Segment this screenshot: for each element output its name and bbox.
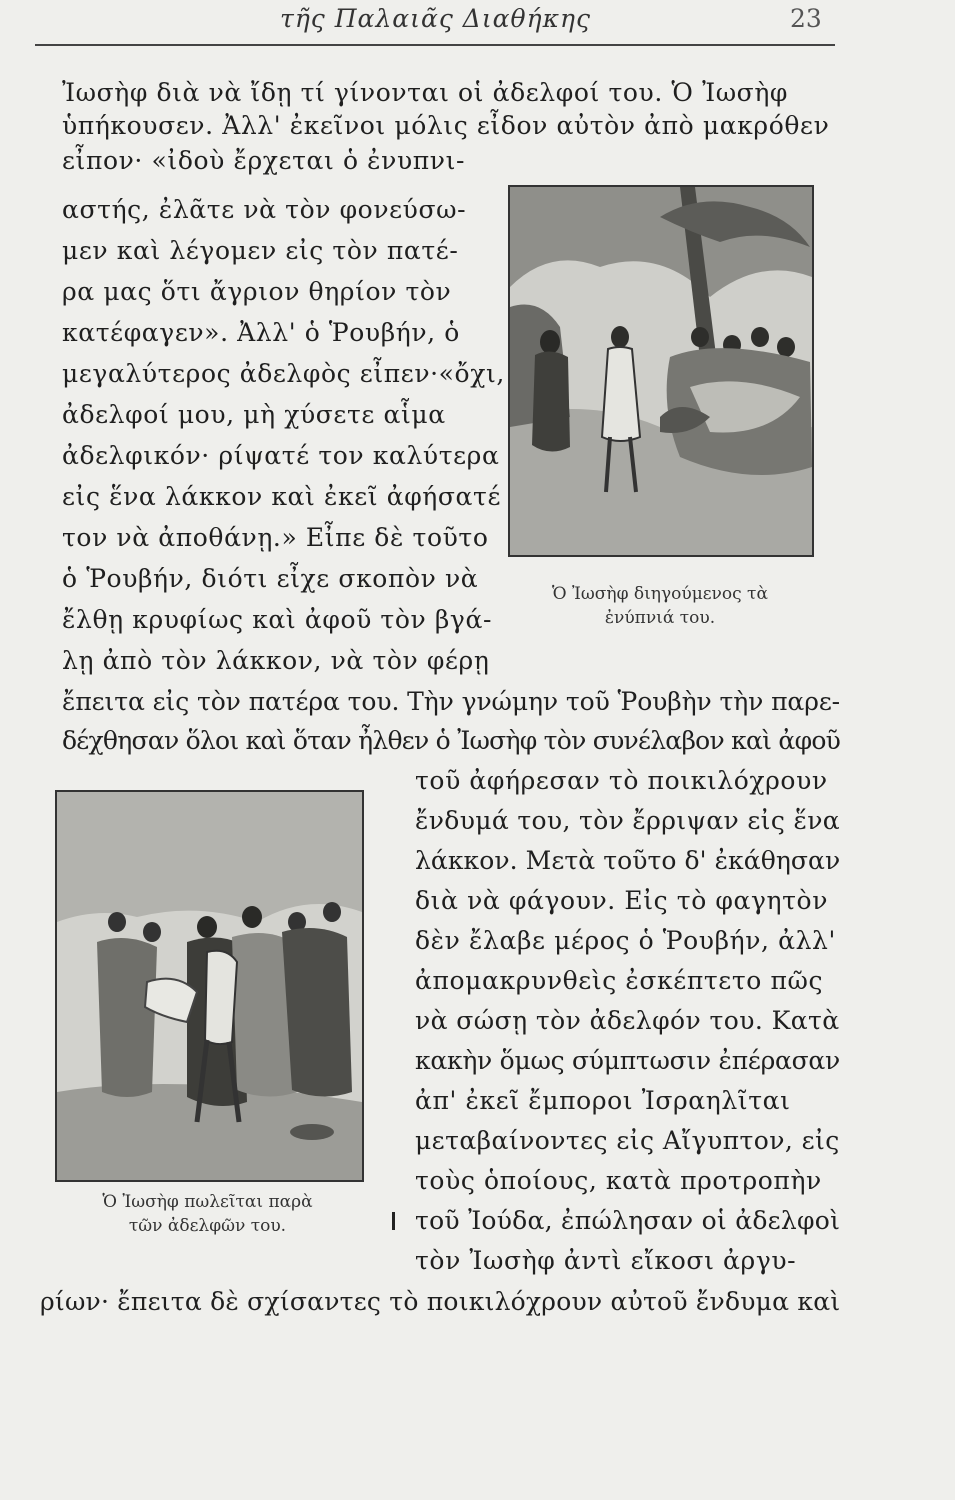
text-line: αστής, ἐλᾶτε νὰ τὸν φονεύσω- — [62, 195, 467, 224]
text-line: μεν καὶ λέγομεν εἰς τὸν πατέ- — [62, 236, 459, 265]
figure-caption — [510, 582, 810, 630]
text-line: τοῦ ἀφήρεσαν τὸ ποικιλόχρουν — [415, 766, 828, 795]
caption-line: τῶν ἀδελφῶν του. — [128, 1216, 287, 1236]
header-rule — [35, 44, 835, 46]
text-line: ἔλθῃ κρυφίως καὶ ἀφοῦ τὸν βγά- — [62, 605, 492, 634]
figure-caption — [55, 1190, 360, 1238]
text-line: δὲν ἔλαβε μέρος ὁ Ῥουβήν, ἀλλ' — [415, 926, 836, 955]
caption-line: Ὁ Ἰωσὴφ διηγούμενος τὰ — [552, 584, 768, 604]
text-line: ἀδελφικόν· ρίψατέ τον καλύτερα — [62, 441, 500, 470]
engraving-image — [510, 187, 812, 555]
text-line: ὁ Ῥουβήν, διότι εἶχε σκοπὸν νὰ — [62, 564, 479, 593]
text-line: ἔπειτα εἰς τὸν πατέρα του. Τὴν γνώμην τοῦ Ῥουβὴν τὴν παρε- — [62, 687, 841, 716]
text-line: τοῦ Ἰούδα, ἐπώλησαν οἱ ἀδελφοὶ — [415, 1206, 841, 1235]
stray-ink-mark — [392, 1212, 395, 1230]
text-line: ρα μας ὅτι ἄγριον θηρίον τὸν — [62, 277, 452, 306]
text-line: μεταβαίνοντες εἰς Αἴγυπτον, εἰς — [415, 1126, 840, 1155]
illustration-joseph-dreams — [508, 185, 814, 557]
text-line: λῃ ἀπὸ τὸν λάκκον, νὰ τὸν φέρῃ — [62, 646, 490, 675]
text-line: ρίων· ἔπειτα δὲ σχίσαντες τὸ ποικιλόχρουν αὐτοῦ ἔνδυμα καὶ — [40, 1287, 841, 1316]
running-title: τῆς Παλαιᾶς Διαθήκης — [280, 4, 591, 33]
page-number: 23 — [790, 4, 822, 33]
text-line: μεγαλύτερος ἀδελφὸς εἶπεν·«ὄχι, — [62, 359, 505, 388]
text-line: νὰ σώσῃ τὸν ἀδελφόν του. Κατὰ — [415, 1006, 840, 1035]
text-line: κακὴν ὅμως σύμπτωσιν ἐπέρασαν — [415, 1046, 840, 1075]
text-line: κατέφαγεν». Ἀλλ' ὁ Ῥουβήν, ὁ — [62, 318, 460, 347]
caption-line: Ὁ Ἰωσὴφ πωλεῖται παρὰ — [102, 1192, 313, 1212]
text-line: τον νὰ ἀποθάνῃ.» Εἶπε δὲ τοῦτο — [62, 523, 489, 552]
text-line: ἀπ' ἐκεῖ ἔμποροι Ἰσραηλῖται — [415, 1086, 791, 1115]
text-line: διὰ νὰ φάγουν. Εἰς τὸ φαγητὸν — [415, 886, 828, 915]
text-line: ἔνδυμά του, τὸν ἔρριψαν εἰς ἕνα — [415, 806, 840, 835]
text-line: τὸν Ἰωσὴφ ἀντὶ εἴκοσι ἀργυ- — [415, 1246, 797, 1275]
text-line: ἀπομακρυνθεὶς ἐσκέπτετο πῶς — [415, 966, 824, 995]
text-line: εἰς ἕνα λάκκον καὶ ἐκεῖ ἀφήσατέ — [62, 482, 502, 511]
text-line: ἀδελφοί μου, μὴ χύσετε αἷμα — [62, 400, 446, 429]
illustration-joseph-sold — [55, 790, 364, 1182]
text-line: λάκκον. Μετὰ τοῦτο δ' ἐκάθησαν — [415, 846, 841, 875]
text-line: Ἰωσὴφ διὰ νὰ ἴδῃ τί γίνονται οἱ ἀδελφοί του. Ὁ Ἰωσὴφ — [62, 78, 789, 107]
text-line: ὑπήκουσεν. Ἀλλ' ἐκεῖνοι μόλις εἶδον αὐτὸν ἀπὸ μακρόθεν — [62, 111, 830, 140]
caption-line: ἐνύπνιά του. — [604, 608, 716, 628]
engraving-image — [57, 792, 362, 1180]
text-line: τοὺς ὁποίους, κατὰ προτροπὴν — [415, 1166, 822, 1195]
text-line: δέχθησαν ὅλοι καὶ ὅταν ἦλθεν ὁ Ἰωσὴφ τὸν συνέλαβον καὶ ἀφοῦ — [62, 726, 841, 755]
text-line: εἶπον· «ἰδοὺ ἔρχεται ὁ ἐνυπνι- — [62, 146, 466, 175]
